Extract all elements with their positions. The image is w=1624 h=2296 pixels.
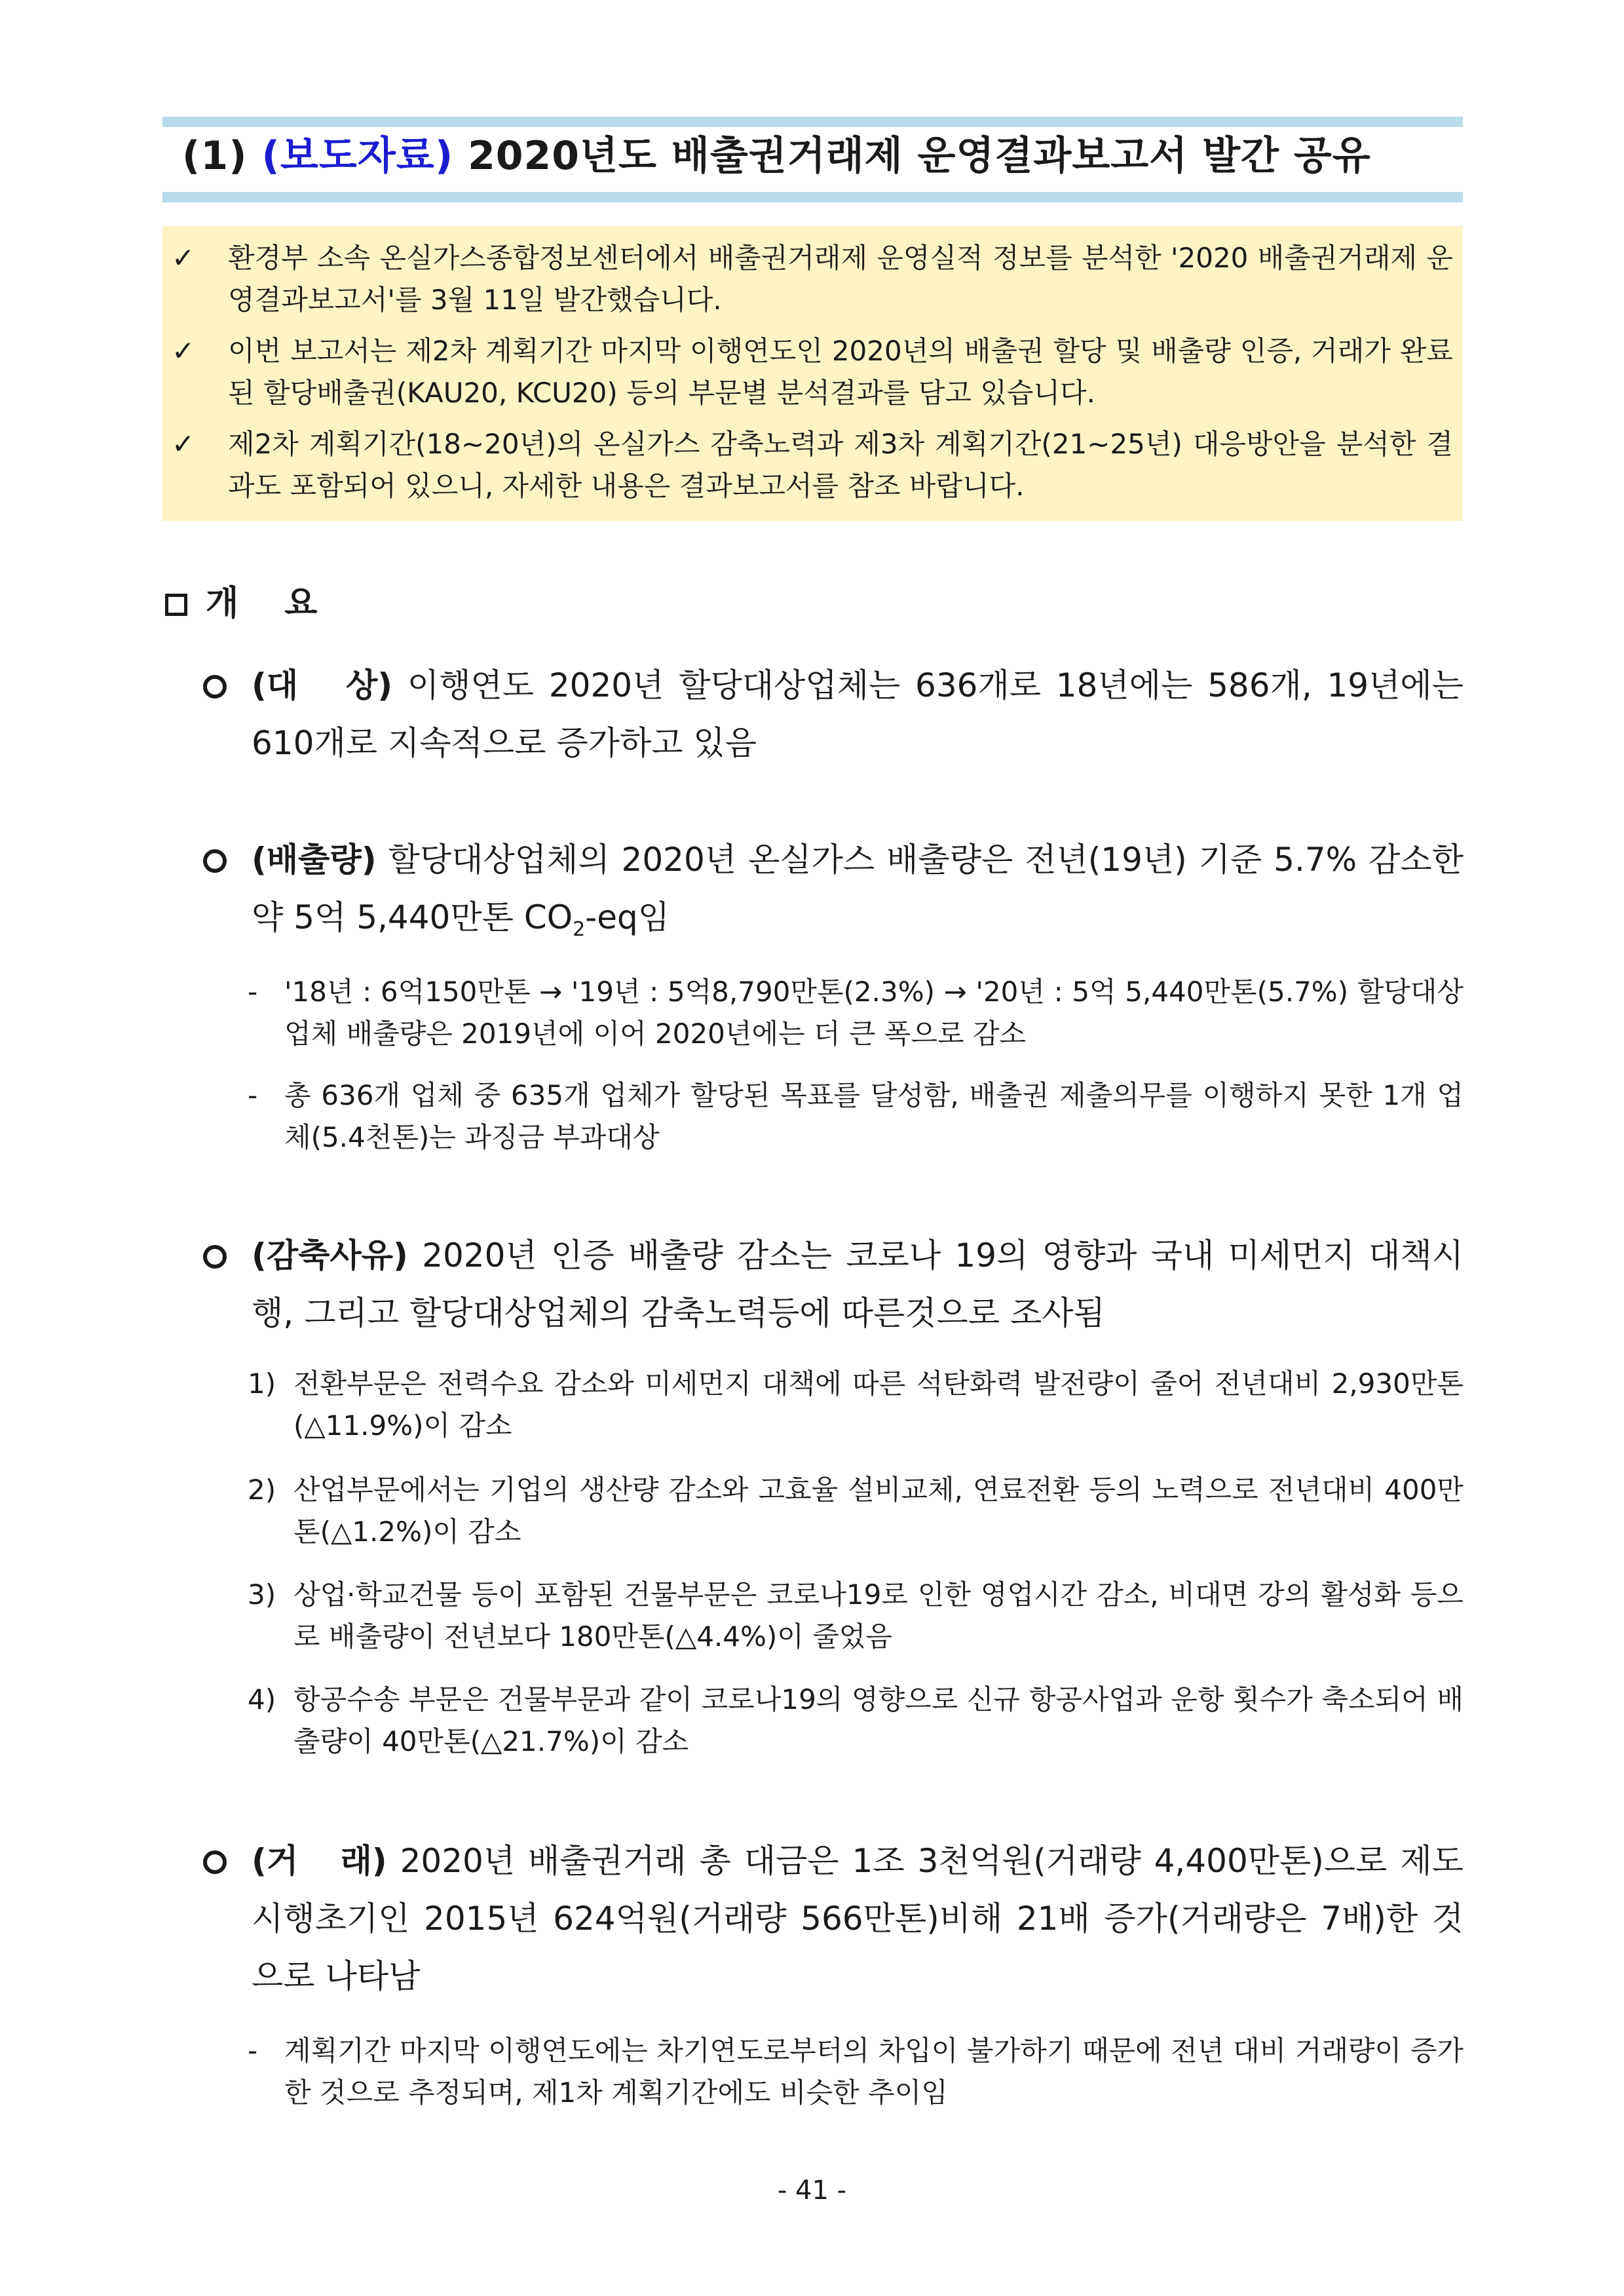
check-icon: ✓ bbox=[172, 242, 195, 274]
numbered-item-text: 상업·학교건물 등이 포함된 건물부문은 코로나19로 인한 영업시간 감소, 비대면 강의 활성화 등으로 배출량이 전년보다 180만톤(△4.4%)이 줄었음 bbox=[293, 1578, 1463, 1653]
bullet-text: 할당대상업체의 2020년 온실가스 배출량은 전년(19년) 기준 5.7% 감소한 약 5억 5,440만톤 CO bbox=[252, 841, 1463, 936]
item-number: 3) bbox=[248, 1578, 276, 1611]
section-heading bbox=[165, 575, 317, 624]
circle-bullet-icon bbox=[203, 675, 227, 698]
bullet-text: 2020년 배출권거래 총 대금은 1조 3천억원(거래량 4,400만톤)으로 제도 시행초기인 2015년 624억원(거래량 566만톤)비해 21배 증가(거래량은 7배)한 것으로 나타남 bbox=[252, 1842, 1463, 1995]
page-number: - 41 - bbox=[777, 2175, 847, 2206]
summary-text: 제2차 계획기간(18~20년)의 온실가스 감축노력과 제3차 계획기간(21~25년) 대응방안을 분석한 결과도 포함되어 있으니, 자세한 내용은 결과보고서를 참조 바랍니다. bbox=[228, 428, 1453, 502]
circle-bullet-icon bbox=[203, 1245, 227, 1269]
dash-item-text: '18년 : 6억150만톤 → '19년 : 5억8,790만톤(2.3%) → '20년 : 5억 5,440만톤(5.7%) 할당대상업체 배출량은 2019년에 이어 2020년에는 더 큰 폭으로 감소 bbox=[284, 976, 1463, 1050]
title-number: (1) bbox=[182, 133, 248, 179]
numbered-item-text: 항공수송 부문은 건물부문과 같이 코로나19의 영향으로 신규 항공사업과 운항 횟수가 축소되어 배출량이 40만톤(△21.7%)이 감소 bbox=[293, 1683, 1463, 1757]
numbered-item-text: 산업부문에서는 기업의 생산량 감소와 고효율 설비교체, 연료전환 등의 노력으로 전년대비 400만톤(△1.2%)이 감소 bbox=[293, 1474, 1463, 1548]
item-number: 2) bbox=[248, 1474, 276, 1506]
title-bar-bottom bbox=[162, 192, 1463, 202]
page-title bbox=[182, 124, 1460, 181]
dash-marker: - bbox=[248, 1079, 258, 1111]
dash-item-text: 총 636개 업체 중 635개 업체가 할당된 목표를 달성함, 배출권 제출의무를 이행하지 못한 1개 업체(5.4천톤)는 과징금 부과대상 bbox=[284, 1079, 1463, 1153]
section-heading-char: 개 bbox=[206, 584, 239, 623]
checkbox-square-icon bbox=[165, 594, 187, 616]
circle-bullet-icon bbox=[203, 849, 227, 873]
check-icon: ✓ bbox=[172, 428, 195, 460]
subscript: 2 bbox=[573, 918, 586, 941]
bullet-label: (감축사유) bbox=[252, 1236, 408, 1274]
item-number: 1) bbox=[248, 1368, 276, 1400]
bullet-label: (대 상) bbox=[252, 666, 393, 704]
bullet-text: 2020년 인증 배출량 감소는 코로나 19의 영향과 국내 미세먼지 대책시행, 그리고 할당대상업체의 감축노력등에 따른것으로 조사됨 bbox=[252, 1236, 1463, 1332]
summary-text: 이번 보고서는 제2차 계획기간 마지막 이행연도인 2020년의 배출권 할당 및 배출량 인증, 거래가 완료된 할당배출권(KAU20, KCU20) 등의 부문별 분석결과를 담고 있습니다. bbox=[228, 335, 1453, 409]
item-number: 4) bbox=[248, 1683, 276, 1715]
bullet-label: (배출량) bbox=[252, 841, 377, 879]
bullet-text: 이행연도 2020년 할당대상업체는 636개로 18년에는 586개, 19년에는 610개로 지속적으로 증가하고 있음 bbox=[252, 666, 1463, 762]
title-text: 2020년도 배출권거래제 운영결과보고서 발간 공유 bbox=[468, 133, 1371, 179]
dash-marker: - bbox=[248, 976, 258, 1008]
numbered-item-text: 전환부문은 전력수요 감소와 미세먼지 대책에 따른 석탄화력 발전량이 줄어 전년대비 2,930만톤(△11.9%)이 감소 bbox=[293, 1368, 1463, 1442]
dash-marker: - bbox=[248, 2035, 258, 2067]
section-heading-char: 요 bbox=[284, 584, 318, 623]
circle-bullet-icon bbox=[203, 1850, 227, 1874]
dash-item-text: 계획기간 마지막 이행연도에는 차기연도로부터의 차입이 불가하기 때문에 전년 대비 거래량이 증가한 것으로 추정되며, 제1차 계획기간에도 비슷한 추이임 bbox=[284, 2035, 1463, 2109]
bullet-label: (거 래) bbox=[252, 1842, 387, 1880]
title-tag: (보도자료) bbox=[261, 133, 454, 179]
bullet-text-suffix: -eq임 bbox=[585, 898, 670, 936]
check-icon: ✓ bbox=[172, 335, 195, 367]
summary-text: 환경부 소속 온실가스종합정보센터에서 배출권거래제 운영실적 정보를 분석한 '2020 배출권거래제 운영결과보고서'를 3월 11일 발간했습니다. bbox=[228, 242, 1453, 316]
